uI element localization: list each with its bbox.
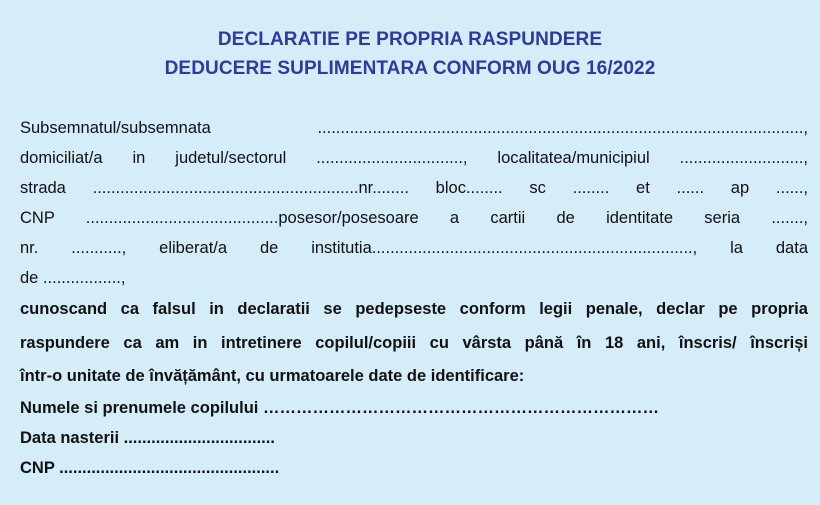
document-subtitle-line2: DEDUCERE SUPLIMENTARA CONFORM OUG 16/2022	[164, 58, 656, 79]
address-county-line: domiciliat/a in judetul/sectorul ................................, localitatea/municipiul ...........................,	[20, 149, 808, 167]
id-card-line: CNP ..........................................posesor/posesoare a cartii de identitate seria .......,	[20, 209, 808, 227]
document-title-line1: DECLARATIE PE PROPRIA RASPUNDERE	[217, 29, 603, 50]
birth-date-field: Data nasterii .................................	[20, 429, 275, 447]
statement-line3: într-o unitate de învățământ, cu urmatoarele date de identificare:	[20, 367, 525, 385]
declarant-name-line: Subsemnatul/subsemnata ..........................................................................................................,	[20, 119, 808, 137]
child-name-field: Numele si prenumele copilului ………………………………………………………………	[20, 399, 659, 417]
statement-line1: cunoscand ca falsul in declaratii se pedepseste conform legii penale, declar pe propria	[20, 300, 808, 318]
issue-date-line: de .................,	[20, 269, 126, 287]
child-cnp-field: CNP ................................................	[20, 459, 280, 477]
statement-line2: raspundere ca am in intretinere copilul/copiii cu vârsta până în 18 ani, înscris/ înscriși	[20, 334, 808, 352]
address-street-line: strada ..........................................................nr........ bloc........ sc ........ et ...... ap ......,	[20, 179, 808, 197]
issued-by-line: nr. ..........., eliberat/a de institutia......................................................................, la data	[20, 239, 808, 257]
